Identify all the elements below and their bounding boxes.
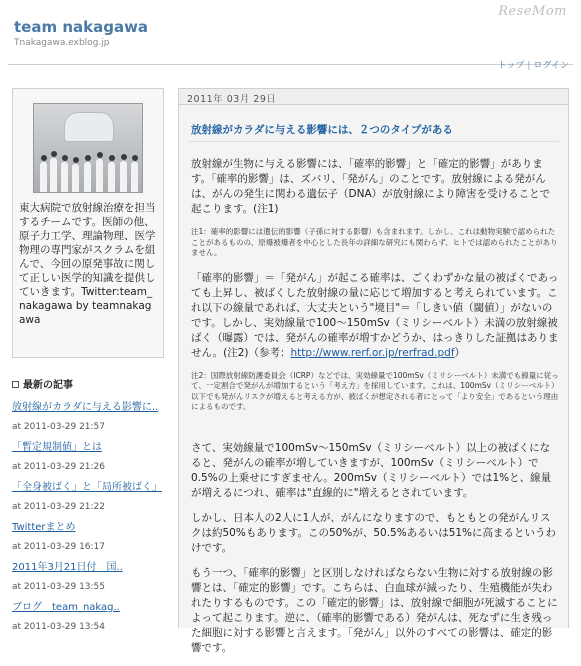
post-body: [191, 157, 559, 666]
list-item: [12, 561, 164, 593]
photo-person: [108, 162, 115, 192]
reference-label: (注2)（参考：: [223, 346, 291, 359]
photo-person: [72, 164, 79, 192]
paragraph-text: 「確率的影響」＝「発がん」が起こる確率は、ごくわずかな量の被ばくであっても上昇し、被ばくした放射線の量に応じて増加すると考えられています。これ以下の線量であれば、大丈夫という"境目"＝「しきい値（閾値）」がないのです。しかし、実効線量で100～150mSv（ミリシーベルト）未満の放射線被ばく（曝露）では、発がんの確率が増すかどうか、はっきりした証拠はありません。: [191, 271, 559, 359]
list-item: [12, 401, 164, 433]
recent-post-date: at 2011-03-29 13:54: [12, 622, 106, 632]
team-photo: [33, 103, 143, 193]
title-divider: [189, 141, 559, 142]
photo-head: [109, 155, 115, 161]
login-link[interactable]: ログイン: [533, 61, 569, 71]
footnote: 注2：国際放射線防護委員会（ICRP）などでは、実効線量で100mSv（ミリシーベルト）未満でも線量に従って、一定割合で発がんが増加するという「考え方」を採用しています。これは、100mSv（ミリシーベルト）以下でも発がんリスクが増えると考える方が、被ばくが想定される者にとって「より安全」であるという理由によるものです。: [191, 370, 559, 411]
top-link[interactable]: トップ: [497, 61, 525, 71]
post-date: 2011年 03月 29日: [179, 89, 568, 105]
paragraph: [191, 271, 559, 361]
site-url: Tnakagawa.exblog.jp: [14, 38, 110, 48]
paragraph: もう一つ、「確率的影響」と区別しなければならない生物に対する放射線の影響とは、「確定的影響」です。こちらは、白血球が減ったり、生殖機能が失われたりするものです。この「確定的影響」は、放射線で細胞が死滅することによって起こります。逆に、（確率的影響である）発がんは、死なずに生き残った細胞に対する影響と言えます。「発がん」以外のすべての影響は、確定的影響です。: [191, 566, 558, 654]
photo-head: [51, 151, 57, 157]
photo-head: [85, 155, 91, 161]
paragraph: しかし、日本人の2人に1人が、がんになりますので、もともとの発がんリスクは約50%もあります。この50%が、50.5%あるいは51%に高まるというわけです。: [191, 511, 557, 554]
paragraph: さて、実効線量で100mSv～150mSv（ミリシーベルト）以上の被ばくになると、発がんの確率が増していきますが、100mSv（ミリシーベルト）で0.5%の上乗せにすぎません。200mSv（ミリシーベルト）では1%と、線量が増えるにつれ、確率は"直線的に"増えるとされています。: [191, 441, 552, 499]
recent-posts-heading: [12, 376, 164, 391]
recent-post-link[interactable]: 「全身被ばく」と「局所被ばく」: [12, 482, 162, 493]
site-title[interactable]: team nakagawa: [14, 18, 149, 36]
list-item: [12, 601, 164, 633]
recent-post-date: at 2011-03-29 13:55: [12, 582, 106, 592]
photo-person: [120, 161, 127, 192]
recent-post-date: at 2011-03-29 16:17: [12, 542, 106, 552]
blog-header: [0, 0, 581, 64]
photo-person: [50, 158, 57, 192]
recent-post-link[interactable]: 「暫定規制値」とは: [12, 442, 102, 453]
recent-post-link[interactable]: ブログ team_nakag..: [12, 602, 120, 613]
recent-post-link[interactable]: 放射線がカラダに与える影響に..: [12, 402, 159, 413]
paragraph: 放射線が生物に与える影響には、「確率的影響」と「確定的影響」があります。「確率的影響」は、ズバリ、「発がん」のことです。放射線による発がんは、がんの発生に関わる遺伝子（DNA）が放射線により障害を受けることで起こります。(注1): [191, 158, 551, 215]
resemom-watermark: ReseMom: [498, 4, 567, 19]
post-area: [178, 88, 569, 654]
top-nav: [498, 58, 569, 71]
post-title[interactable]: 放射線がカラダに与える影響には、２つのタイプがある: [191, 124, 453, 136]
photo-person: [40, 162, 47, 192]
list-item: [12, 521, 164, 553]
reference-link[interactable]: http://www.rerf.or.jp/rerfrad.pdf: [290, 346, 455, 359]
recent-post-date: at 2011-03-29 21:26: [12, 462, 106, 472]
profile-box: [12, 88, 164, 358]
recent-post-link[interactable]: Twitterまとめ: [12, 522, 76, 533]
recent-posts-title: 最新の記事: [23, 380, 73, 391]
photo-machine-shape: [64, 112, 114, 142]
photo-head: [121, 154, 127, 160]
photo-person: [61, 162, 68, 192]
photo-head: [41, 155, 47, 161]
header-divider: [8, 64, 573, 65]
square-bullet-icon: [12, 381, 19, 388]
photo-head: [62, 155, 68, 161]
photo-head: [73, 157, 79, 163]
photo-person: [131, 162, 138, 192]
nav-separator: |: [527, 61, 531, 71]
list-item: [12, 481, 164, 513]
photo-person: [84, 162, 91, 192]
sidebar: [12, 88, 164, 641]
photo-person: [96, 159, 103, 192]
footnote: 注1：確率的影響には遺伝的影響（子孫に対する影響）も含まれます。しかし、これは動物実験で認められたことがあるものの、原爆被爆者を中心とした長年の詳細な研究にも関わらず、ヒトでは認められたことがありません。: [191, 227, 558, 257]
recent-post-date: at 2011-03-29 21:57: [12, 422, 106, 432]
photo-head: [97, 152, 103, 158]
photo-head: [132, 155, 138, 161]
recent-posts: [12, 376, 164, 633]
profile-description: 東大病院で放射線治療を担当するチームです。医師の他、原子力工学、理論物理、医学物理の専門家がスクラムを組んで、今回の原発事故に関して正しい医学的知識を提供していきます。Twitter:team_nakagawa by teamnakagawa: [19, 202, 156, 326]
recent-post-link[interactable]: 2011年3月21日付 国..: [12, 562, 123, 573]
recent-post-date: at 2011-03-29 21:22: [12, 502, 106, 512]
reference-close: ）: [454, 346, 466, 359]
list-item: [12, 441, 164, 473]
